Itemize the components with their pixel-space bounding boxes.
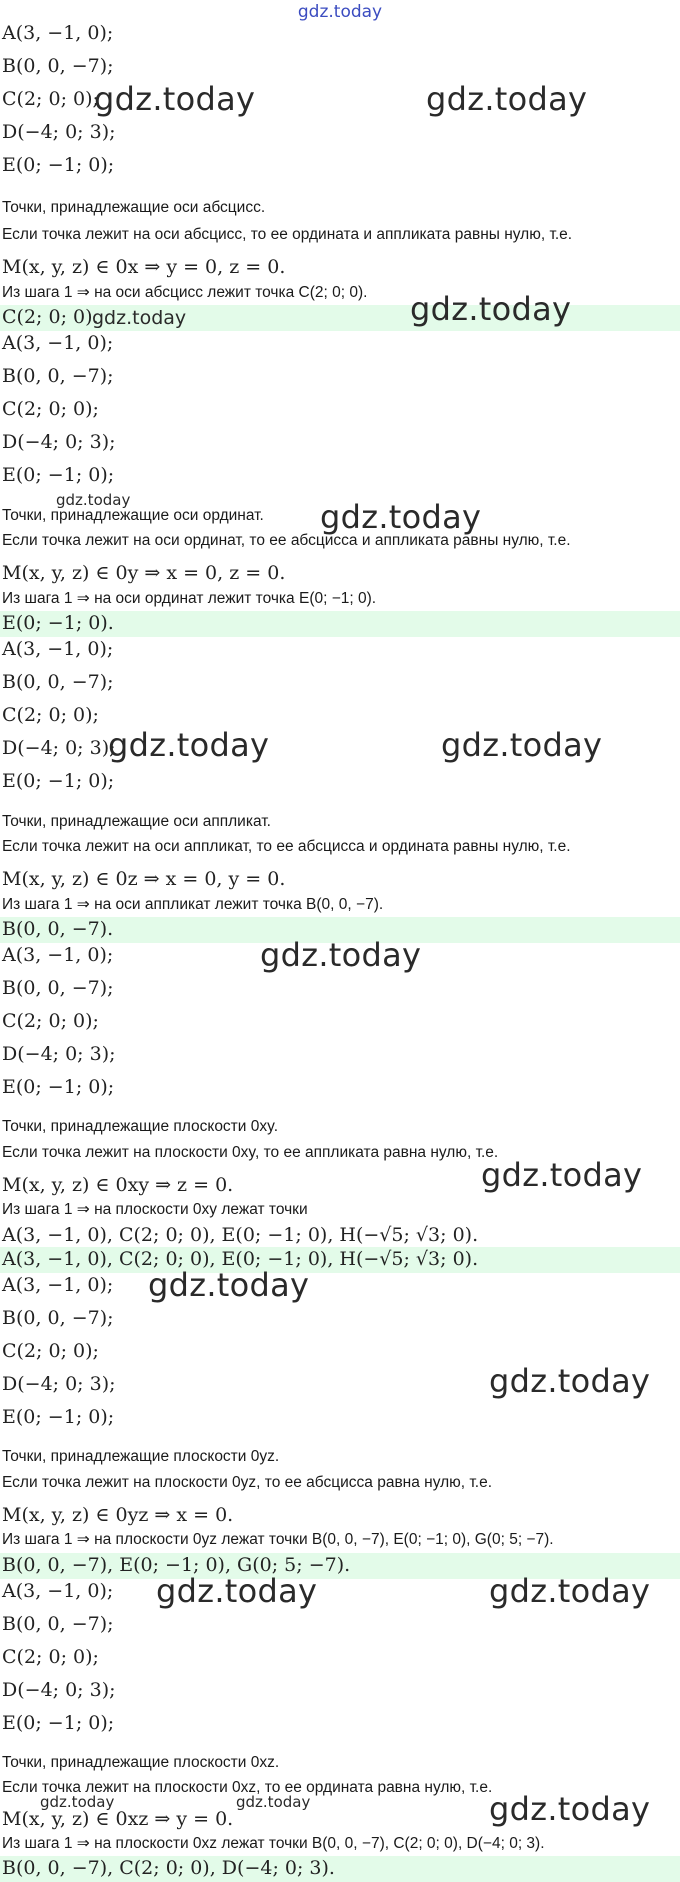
section-conclusion: Из шага 1 ⇒ на плоскости 0xz лежат точки B(0, 0, −7), C(2; 0; 0), D(−4; 0; 3). xyxy=(2,1835,545,1852)
point-c: C(2; 0; 0); xyxy=(2,1010,99,1032)
section-rule: Если точка лежит на плоскости 0yz, то ее абсцисса равна нулю, т.е. xyxy=(2,1474,493,1491)
section-formula: M(x, y, z) ∈ 0xy ⇒ z = 0. xyxy=(2,1174,234,1196)
watermark: gdz.today xyxy=(92,307,187,329)
watermark: gdz.today xyxy=(236,1793,311,1811)
point-c: C(2; 0; 0); xyxy=(2,398,99,420)
point-d: D(−4; 0; 3); xyxy=(2,737,116,759)
section-formula: M(x, y, z) ∈ 0xz ⇒ y = 0. xyxy=(2,1808,234,1830)
watermark: gdz.today xyxy=(156,1572,318,1610)
watermark: gdz.today xyxy=(148,1266,310,1304)
section-answer: B(0, 0, −7), E(0; −1; 0), G(0; 5; −7). xyxy=(2,1554,351,1576)
point-b: B(0, 0, −7); xyxy=(2,1613,114,1635)
point-a: A(3, −1, 0); xyxy=(2,332,114,354)
section-conclusion: Из шага 1 ⇒ на оси ординат лежит точка E(0; −1; 0). xyxy=(2,590,377,607)
watermark: gdz.today xyxy=(56,491,131,509)
section-answer: A(3, −1, 0), C(2; 0; 0), E(0; −1; 0), H(−√5; √3; 0). xyxy=(2,1248,479,1270)
point-a: A(3, −1, 0); xyxy=(2,638,114,660)
point-b: B(0, 0, −7); xyxy=(2,1307,114,1329)
point-c: C(2; 0; 0); xyxy=(2,88,99,110)
section-formula: M(x, y, z) ∈ 0y ⇒ x = 0, z = 0. xyxy=(2,562,286,584)
point-c: C(2; 0; 0); xyxy=(2,1646,99,1668)
cut-line xyxy=(2,1112,62,1116)
watermark: gdz.today xyxy=(489,1572,651,1610)
point-e: E(0; −1; 0); xyxy=(2,1076,115,1098)
watermark: gdz.today xyxy=(40,1793,115,1811)
section-conclusion: Из шага 1 ⇒ на плоскости 0yz лежат точки B(0, 0, −7), E(0; −1; 0), G(0; 5; −7). xyxy=(2,1531,554,1548)
cut-line xyxy=(2,1748,62,1752)
watermark: gdz.today xyxy=(320,498,482,536)
section-formula: M(x, y, z) ∈ 0x ⇒ y = 0, z = 0. xyxy=(2,256,286,278)
cut-line xyxy=(2,500,62,504)
section-rule: Если точка лежит на оси абсцисс, то ее ордината и аппликата равны нулю, т.е. xyxy=(2,226,573,243)
watermark: gdz.today xyxy=(426,80,588,118)
point-c: C(2; 0; 0); xyxy=(2,704,99,726)
point-e: E(0; −1; 0); xyxy=(2,1712,115,1734)
point-b: B(0, 0, −7); xyxy=(2,55,114,77)
watermark: gdz.today xyxy=(481,1156,643,1194)
point-e: E(0; −1; 0); xyxy=(2,770,115,792)
point-a: A(3, −1, 0); xyxy=(2,22,114,44)
point-b: B(0, 0, −7); xyxy=(2,977,114,999)
point-d: D(−4; 0; 3); xyxy=(2,1679,116,1701)
point-b: B(0, 0, −7); xyxy=(2,671,114,693)
point-a: A(3, −1, 0); xyxy=(2,1580,114,1602)
point-d: D(−4; 0; 3); xyxy=(2,121,116,143)
watermark: gdz.today xyxy=(108,726,270,764)
section-answer: B(0, 0, −7), C(2; 0; 0), D(−4; 0; 3). xyxy=(2,1857,335,1879)
section-conclusion: Из шага 1 ⇒ на оси аппликат лежит точка B(0, 0, −7). xyxy=(2,896,384,913)
section-rule: Если точка лежит на плоскости 0xy, то ее аппликата равна нулю, т.е. xyxy=(2,1144,499,1161)
section-title: Точки, принадлежащие оси аппликат. xyxy=(2,813,271,830)
point-b: B(0, 0, −7); xyxy=(2,365,114,387)
watermark: gdz.today xyxy=(489,1362,651,1400)
section-rule: Если точка лежит на оси ординат, то ее абсцисса и аппликата равны нулю, т.е. xyxy=(2,532,571,549)
section-conclusion-points: A(3, −1, 0), C(2; 0; 0), E(0; −1; 0), H(−√5; √3; 0). xyxy=(2,1224,479,1246)
section-conclusion: Из шага 1 ⇒ на плоскости 0xy лежат точки xyxy=(2,1201,308,1218)
cut-line xyxy=(2,807,62,811)
point-a: A(3, −1, 0); xyxy=(2,944,114,966)
point-a: A(3, −1, 0); xyxy=(2,1274,114,1296)
section-answer: C(2; 0; 0). xyxy=(2,306,99,328)
cut-line xyxy=(2,1442,62,1446)
header-watermark: gdz.today xyxy=(297,2,383,22)
section-title: Точки, принадлежащие оси абсцисс. xyxy=(2,199,266,216)
watermark: gdz.today xyxy=(489,1790,651,1828)
section-answer: B(0, 0, −7). xyxy=(2,918,114,940)
point-d: D(−4; 0; 3); xyxy=(2,1373,116,1395)
point-e: E(0; −1; 0); xyxy=(2,1406,115,1428)
watermark: gdz.today xyxy=(441,726,603,764)
section-title: Точки, принадлежащие плоскости 0yz. xyxy=(2,1448,280,1465)
section-rule: Если точка лежит на плоскости 0xz, то ее ордината равна нулю, т.е. xyxy=(2,1779,493,1796)
point-e: E(0; −1; 0); xyxy=(2,154,115,176)
section-rule: Если точка лежит на оси аппликат, то ее абсцисса и ордината равны нулю, т.е. xyxy=(2,838,571,855)
point-d: D(−4; 0; 3); xyxy=(2,431,116,453)
section-title: Точки, принадлежащие плоскости 0xy. xyxy=(2,1118,279,1135)
point-e: E(0; −1; 0); xyxy=(2,464,115,486)
point-c: C(2; 0; 0); xyxy=(2,1340,99,1362)
section-answer: E(0; −1; 0). xyxy=(2,612,114,634)
cut-line xyxy=(2,193,62,197)
watermark: gdz.today xyxy=(260,936,422,974)
section-title: Точки, принадлежащие оси ординат. xyxy=(2,507,264,524)
watermark: gdz.today xyxy=(94,80,256,118)
section-conclusion: Из шага 1 ⇒ на оси абсцисс лежит точка C(2; 0; 0). xyxy=(2,284,368,301)
section-formula: M(x, y, z) ∈ 0yz ⇒ x = 0. xyxy=(2,1504,234,1526)
section-formula: M(x, y, z) ∈ 0z ⇒ x = 0, y = 0. xyxy=(2,868,286,890)
section-title: Точки, принадлежащие плоскости 0xz. xyxy=(2,1754,280,1771)
watermark: gdz.today xyxy=(410,290,572,328)
point-d: D(−4; 0; 3); xyxy=(2,1043,116,1065)
